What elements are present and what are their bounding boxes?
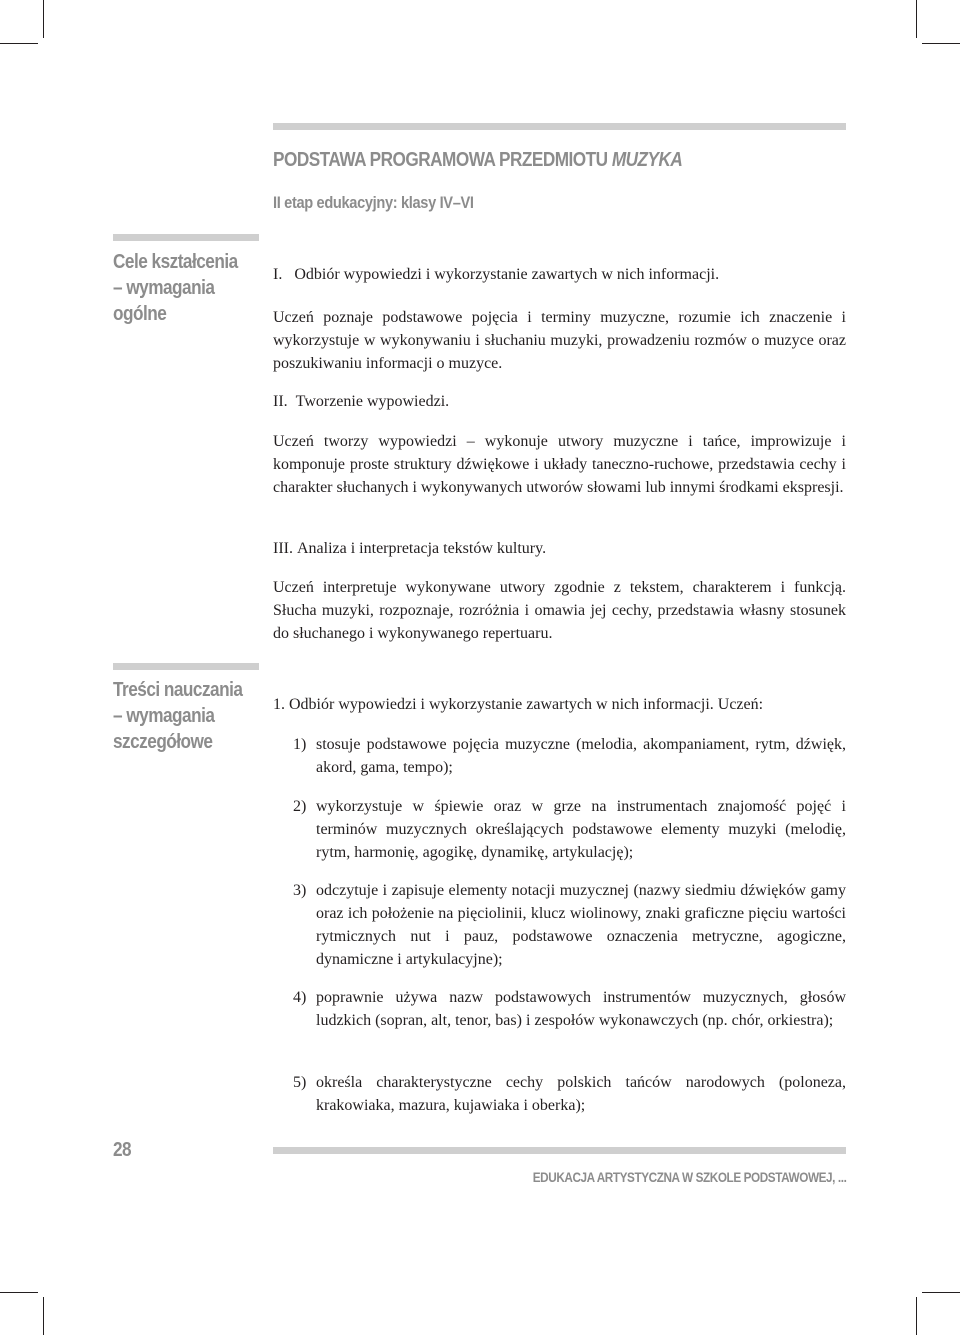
list-item-text: poprawnie używa nazw podstawowych instrumentów muzycznych, głosów ludzkich (sopran, alt, tenor, bas) i zespołów wykonawczych (np. chór, orkiestra); [316,989,846,1029]
page-title-main: PODSTAWA PROGRAMOWA PRZEDMIOTU [273,149,612,171]
section-rule-general [113,234,259,241]
page-number: 28 [113,1139,132,1161]
crop-mark [43,0,44,38]
list-item-number: 5) [293,1074,307,1091]
list-item-number: 2) [293,798,307,815]
section-heading-line: Cele kształcenia [113,251,238,273]
list-item-text: określa charakterystyczne cechy polskich tańców narodowych (poloneza, krakowiaka, mazura, kujawiaka i oberka); [316,1074,846,1114]
section-heading-line: – wymagania [113,705,215,727]
crop-mark [0,43,38,44]
list-item [293,986,846,1032]
content-section-heading: 1. Odbiór wypowiedzi i wykorzystanie zawartych w nich informacji. Uczeń: [273,696,764,713]
section-heading-line: szczegółowe [113,731,213,753]
list-item-number: 3) [293,882,307,899]
crop-mark [43,1297,44,1335]
goal-text: Uczeń tworzy wypowiedzi – wykonuje utwory muzyczne i tańce, improwizuje i komponuje proste struktury dźwiękowe i układy taneczno-ruchowe, przedstawia cechy i charakter słuchanych i wykonywanych utworów słowami lub innymi środkami ekspresji. [273,433,846,496]
page-subtitle: II etap edukacyjny: klasy IV–VI [273,193,474,212]
crop-mark [0,1292,38,1293]
list-item [293,795,846,864]
section-heading-line: ogólne [113,303,167,325]
goal-text: Uczeń interpretuje wykonywane utwory zgodnie z tekstem, charakterem i funkcją. Słucha muzyki, rozpoznaje, rozróżnia i omawia jej cechy, przedstawia własny stosunek do słuchanego i wykonywanego repertuaru. [273,579,846,642]
crop-mark [922,43,960,44]
section-heading-line: – wymagania [113,277,215,299]
crop-mark [922,1292,960,1293]
section-heading-detailed [113,677,259,755]
list-item-text: odczytuje i zapisuje elementy notacji muzycznej (nazwy siedmiu dźwięków gamy oraz ich położenie na pięciolinii, klucz wiolinowy, znaki graficzne pięciu wartości rytmicznych nut i pauz, podstawowe oznaczenia metryczne, agogiczne, dynamiczne i artykulacyjne); [316,882,846,968]
goal-text: Uczeń poznaje podstawowe pojęcia i terminy muzyczne, rozumie ich znaczenie i wykorzystuje w wykonywaniu i słuchaniu muzyki, prowadzeniu rozmów o muzyce oraz poszukiwaniu informacji o muzyce. [273,309,846,372]
page-title-subject: MUZYKA [611,149,683,171]
header-rule [273,123,846,130]
section-rule-detailed [113,663,259,670]
section-heading-line: Treści nauczania [113,679,243,701]
list-item [293,879,846,971]
list-item [293,1071,846,1117]
section-heading-general [113,249,259,327]
footer-rule [273,1147,846,1154]
running-title: EDUKACJA ARTYSTYCZNA W SZKOLE PODSTAWOWEJ, ... [532,1169,846,1185]
list-item-text: wykorzystuje w śpiewie oraz w grze na instrumentach znajomość pojęć i terminów muzycznych określających podstawowe elementy muzyki (melodię, rytm, harmonię, agogikę, dynamikę, artykulację); [316,798,846,861]
list-item [293,733,846,779]
list-item-number: 4) [293,989,307,1006]
page-title [273,149,682,172]
list-item-text: stosuje podstawowe pojęcia muzyczne (melodia, akompaniament, rytm, dźwięk, akord, gama, tempo); [316,736,846,776]
goal-heading: II. Tworzenie wypowiedzi. [273,393,450,410]
crop-mark [916,0,917,38]
list-item-number: 1) [293,736,307,753]
goal-heading: III. Analiza i interpretacja tekstów kultury. [273,540,547,557]
crop-mark [916,1297,917,1335]
goal-heading: I. Odbiór wypowiedzi i wykorzystanie zawartych w nich informacji. [273,266,720,283]
